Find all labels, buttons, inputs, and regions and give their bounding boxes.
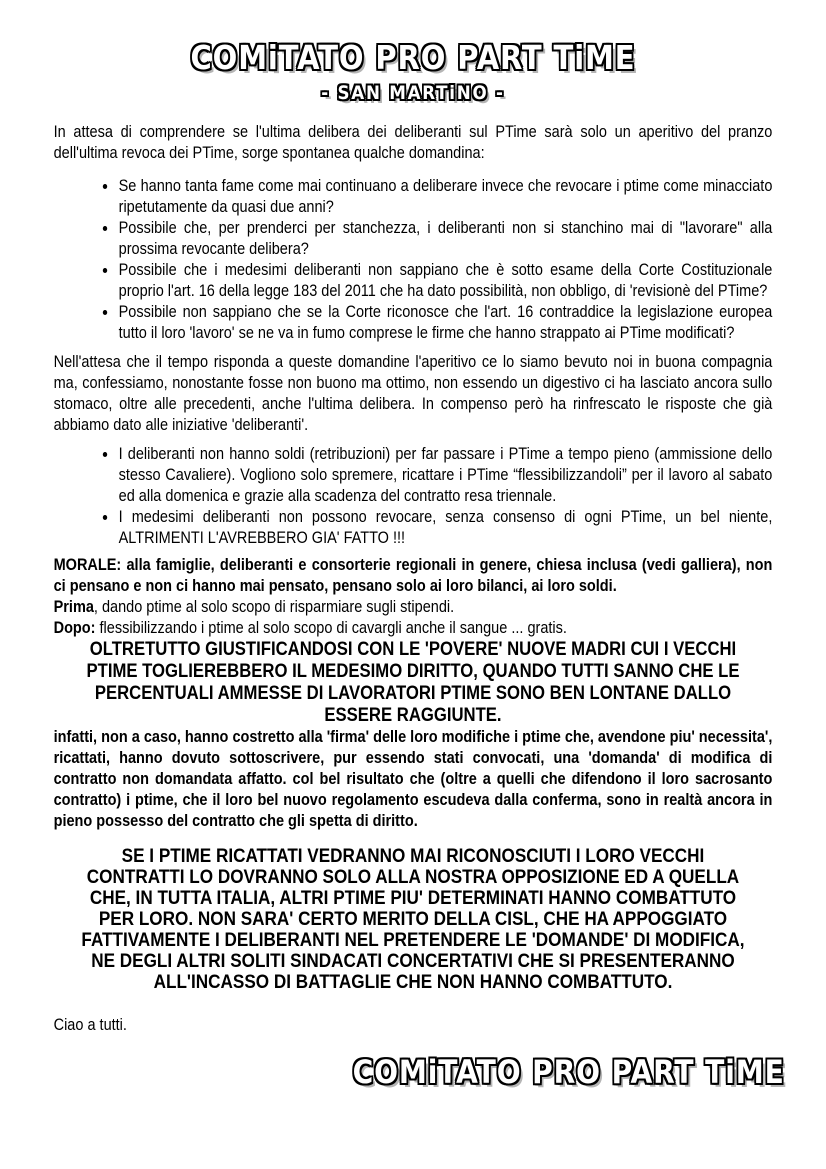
infatti-paragraph: infatti, non a caso, hanno costretto alla 'firma' delle loro modifiche i ptime che, avendone piu' necessita', ricattati, hanno dovuto sottoscrivere, pur essendo stati convocati, una 'domanda' di modifica di contratto non domandata affatto. col bel risultato che (oltre a quelli che difendono il loro sacrosanto contratto) i ptime, che il loro bel nuovo regolamento escudeva dalla conferma, sono in realtà ancora in pieno possesso del contratto che gli spetta di diritto. [53,728,773,830]
final-statement-block [54,846,773,993]
morale-paragraph [54,555,773,597]
footer-logo: COMiTATO PRO PART TiME [352,1053,785,1091]
answer-item: • I medesimi deliberanti non possono revocare, senza consenso di ogni PTime, un bel niente, ALTRIMENTI L'AVREBBERO GIA' FATTO !!! [117,507,773,549]
morale-text: alla famiglie, deliberanti e consorterie regionali in genere, chiesa inclusa (vedi galliera), non ci pensano e non ci hanno mai pensato, pensano solo ai loro bilanci, ai loro soldi. [53,556,773,595]
question-item: • Possibile non sappiano che se la Corte riconosce che l'art. 16 contraddice la legislazione europea tutto il loro 'lavoro' se ne va in fumo comprese le firme che hanno strappato ai PTime modificati? [117,302,773,344]
dopo-text: flessibilizzando i ptime al solo scopo di cavargli anche il sangue ... gratis. [95,619,567,637]
questions-list [54,176,773,344]
final-statement-line: CHE, IN TUTTA ITALIA, ALTRI PTIME PIU' DETERMINATI HANNO COMBATTUTO [89,887,737,909]
prima-line [54,597,773,618]
justification-block [54,639,773,727]
prima-text: , dando ptime al solo scopo di risparmiare sugli stipendi. [93,598,455,616]
final-statement-line: ALL'INCASSO DI BATTAGLIE CHE NON HANNO COMBATTUTO. [153,971,673,993]
page-subtitle: - SAN MARTiNO - [321,82,505,104]
morale-label: MORALE: [53,556,122,574]
answer-item: • I deliberanti non hanno soldi (retribuzioni) per far passare i PTime a tempo pieno (ammissione dello stesso Cavaliere). Vogliono solo spremere, ricattare i PTime “flessibilizzandoli” per il lavoro al sabato ed alla domenica e grazie alla scadenza del contratto resa triennale. [117,444,773,507]
justification-block-line: PTIME TOGLIEREBBERO IL MEDESIMO DIRITTO, QUANDO TUTTI SANNO CHE LE [86,661,740,682]
final-statement-line: NE DEGLI ALTRI SOLITI SINDACATI CONCERTATIVI CHE SI PRESENTERANNO [91,950,735,972]
dopo-label: Dopo: [53,619,96,637]
answers-list [54,444,773,549]
justification-block-line: OLTRETUTTO GIUSTIFICANDOSI CON LE 'POVERE' NUOVE MADRI CUI I VECCHI [89,639,737,660]
final-statement-line: FATTIVAMENTE I DELIBERANTI NEL PRETENDERE LE 'DOMANDE' DI MODIFICA, [81,929,745,951]
question-item: • Se hanno tanta fame come mai continuano a deliberare invece che revocare i ptime come minacciato ripetutamente da quasi due anni? [117,176,773,218]
question-item: • Possibile che, per prenderci per stanchezza, i deliberanti non si stanchino mai di "lavorare" alla prossima revocante delibera? [117,218,773,260]
final-statement-line: SE I PTIME RICATTATI VEDRANNO MAI RICONOSCIUTI I LORO VECCHI [121,845,705,867]
question-item: • Possibile che i medesimi deliberanti non sappiano che è sotto esame della Corte Costituzionale proprio l'art. 16 della legge 183 del 2011 che ha dato possibilità, non obbligo, di 'revisionè del PTime? [117,260,773,302]
aperitivo-paragraph: Nell'attesa che il tempo risponda a queste domandine l'aperitivo ce lo siamo bevuto noi in buona compagnia ma, confessiamo, nonostante fosse non buono ma ottimo, non essendo un digestivo ci ha lasciato ancora sullo stomaco, oltre alle precedenti, anche l'ultima delibera. In compenso però ha rinfrescato le risposte che già abbiamo dato alle iniziative 'deliberanti'. [53,353,773,434]
prima-label: Prima [53,598,94,616]
dopo-line [54,618,773,639]
intro-paragraph: In attesa di comprendere se l'ultima delibera dei deliberanti sul PTime sarà solo un aperitivo del pranzo dell'ultima revoca dei PTime, sorge spontanea qualche domandina: [53,123,773,162]
justification-block-line: ESSERE RAGGIUNTE. [324,705,502,726]
justification-block-line: PERCENTUALI AMMESSE DI LAVORATORI PTIME SONO BEN LONTANE DALLO [94,683,732,704]
final-statement-line: CONTRATTI LO DOVRANNO SOLO ALLA NOSTRA OPPOSIZIONE ED A QUELLA [86,866,740,888]
closing-line: Ciao a tutti. [53,1016,127,1034]
page-title: COMiTATO PRO PART TiME [190,38,636,77]
final-statement-line: PER LORO. NON SARA' CERTO MERITO DELLA CISL, CHE HA APPOGGIATO [98,908,728,930]
